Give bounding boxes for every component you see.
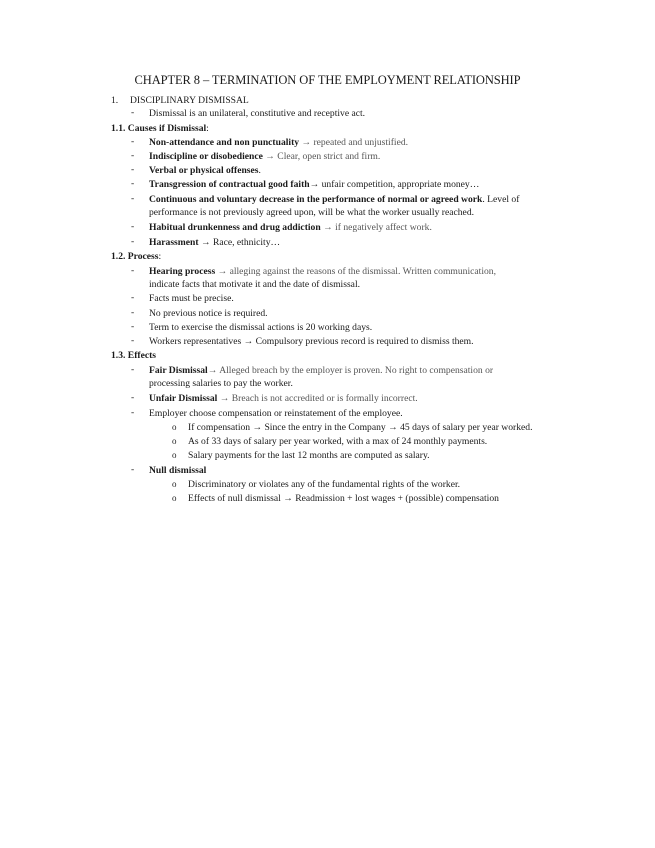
list-dash: - (131, 265, 135, 276)
item-term: Fair Dismissal (149, 365, 208, 376)
sub-list-item: Discriminatory or violates any of the fundamental rights of the worker. (188, 479, 461, 490)
section-number: 1. (111, 95, 119, 106)
sub-list-item: As of 33 days of salary per year worked, with a max of 24 monthly payments. (188, 436, 488, 447)
subsection-colon: : (206, 123, 209, 134)
list-item (149, 164, 261, 177)
subsection-title: Causes if Dismissal (127, 123, 207, 134)
list-dash: - (131, 392, 135, 403)
list-dash: - (131, 236, 135, 247)
item-text: . Level of (482, 194, 520, 205)
subsection-colon: : (158, 251, 162, 262)
item-text: → Clear, open strict and firm. (262, 151, 381, 162)
bullet-icon: o (172, 450, 177, 460)
item-text: → if negatively affect work. (320, 222, 432, 233)
list-item (149, 364, 563, 377)
list-dash: - (131, 464, 135, 475)
bullet-icon: o (172, 493, 177, 503)
list-dash: - (131, 164, 135, 175)
bullet-icon: o (172, 479, 177, 489)
subsection-heading (111, 349, 156, 362)
list-item: Null dismissal (149, 465, 207, 476)
list-item-continuation: processing salaries to pay the worker. (149, 378, 293, 389)
list-dash: - (131, 335, 135, 346)
list-dash: - (131, 136, 135, 147)
chapter-title: CHAPTER 8 – TERMINATION OF THE EMPLOYMENT RELATIONSHIP (134, 73, 521, 87)
list-item (149, 193, 519, 206)
list-item (149, 236, 280, 249)
list-dash: - (131, 364, 135, 375)
list-item: Dismissal is an unilateral, constitutive and receptive act. (149, 108, 366, 119)
list-item (149, 221, 432, 234)
sub-list-item: Effects of null dismissal → Readmission + lost wages + (possible) compensation (188, 493, 499, 504)
item-term: Indiscipline or disobedience (149, 151, 263, 162)
item-term: Harassment (149, 237, 199, 248)
item-text: → alleging against the reasons of the dismissal. Written communication, (215, 266, 496, 277)
list-dash: - (131, 193, 135, 204)
list-item (149, 136, 408, 149)
item-term: Hearing process (149, 266, 216, 277)
item-term: Transgression of contractual good faith (149, 179, 310, 190)
item-term: Habitual drunkenness and drug addiction (149, 222, 321, 233)
list-item (149, 178, 479, 191)
list-dash: - (131, 150, 135, 161)
list-item: Term to exercise the dismissal actions is 20 working days. (149, 322, 373, 333)
subsection-title: Process (127, 251, 159, 262)
list-item: Facts must be precise. (149, 293, 234, 304)
item-text: → repeated and unjustified. (299, 137, 409, 148)
sub-list-item: If compensation → Since the entry in the Company → 45 days of salary per year worked. (188, 422, 533, 433)
list-dash: - (131, 307, 135, 318)
list-item-continuation: indicate facts that motivate it and the date of dismissal. (149, 279, 361, 290)
list-item: Employer choose compensation or reinstatement of the employee. (149, 408, 403, 419)
list-dash: - (131, 178, 135, 189)
item-text: . (258, 165, 261, 176)
list-item (149, 150, 380, 163)
item-text: → Race, ethnicity… (198, 237, 281, 248)
item-term: Continuous and voluntary decrease in the performance of normal or agreed work (149, 194, 483, 205)
section-heading: DISCIPLINARY DISMISSAL (130, 95, 249, 106)
list-dash: - (131, 321, 135, 332)
item-text: → Alleged breach by the employer is proven. No right to compensation or (207, 365, 494, 376)
subsection-heading (111, 122, 209, 135)
subsection-heading (111, 250, 161, 263)
subsection-number: 1.3. (111, 350, 126, 361)
list-dash: - (131, 221, 135, 232)
item-text: → unfair competition, appropriate money… (309, 179, 480, 190)
subsection-number: 1.2. (111, 251, 126, 262)
list-dash: - (131, 292, 135, 303)
list-item (149, 392, 418, 405)
list-item: No previous notice is required. (149, 308, 268, 319)
list-item-continuation: performance is not previously agreed upon, will be what the worker usually reached. (149, 207, 475, 218)
subsection-title: Effects (127, 350, 157, 361)
item-term: Verbal or physical offenses (149, 165, 259, 176)
list-item (149, 265, 563, 278)
item-term: Unfair Dismissal (149, 393, 218, 404)
bullet-icon: o (172, 436, 177, 446)
list-item: Workers representatives → Compulsory previous record is required to dismiss them. (149, 336, 474, 347)
subsection-number: 1.1. (111, 123, 126, 134)
item-term: Non-attendance and non punctuality (149, 137, 300, 148)
item-text: → Breach is not accredited or is formally incorrect. (217, 393, 418, 404)
bullet-icon: o (172, 422, 177, 432)
list-dash: - (131, 407, 135, 418)
sub-list-item: Salary payments for the last 12 months are computed as salary. (188, 450, 430, 461)
list-dash: - (131, 107, 135, 118)
